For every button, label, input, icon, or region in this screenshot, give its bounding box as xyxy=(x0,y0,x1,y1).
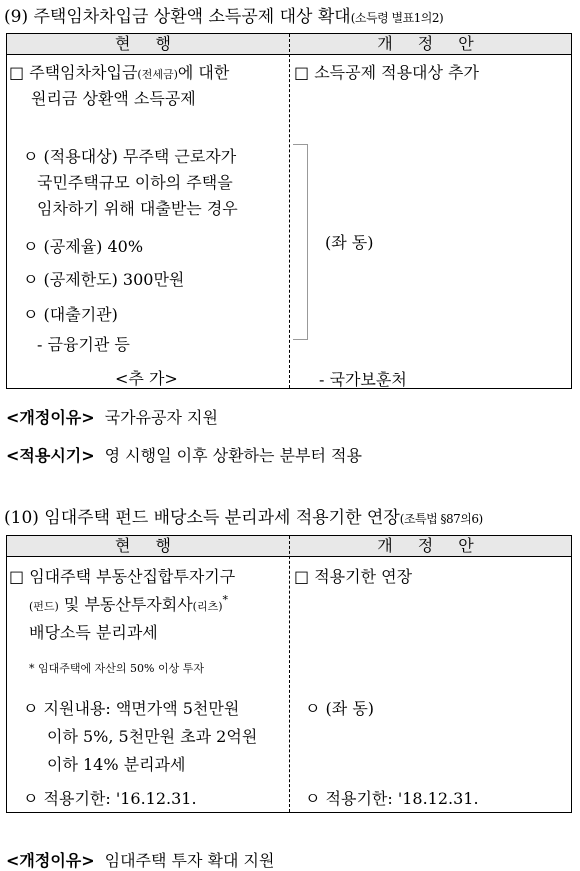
s9-timing xyxy=(6,443,362,466)
s9-reason-label: <개정이유> xyxy=(6,408,95,427)
section-9-col-current: 현 행 xyxy=(115,34,181,53)
s10-reit-text: 및 부동산투자회사 xyxy=(58,595,193,614)
s10-reit-paren: (리츠) xyxy=(192,600,223,613)
s10-support-line1: ㅇ 지원내용: 액면가액 5천만원 xyxy=(23,699,240,718)
s10-current-main-line2 xyxy=(29,592,228,615)
s9-item4-sub: - 금융기관 등 xyxy=(37,335,130,354)
s9-item1-line2: 국민주택규모 이하의 주택을 xyxy=(37,173,233,192)
s9-reason xyxy=(6,405,218,428)
s9-proposed-main: □ 소득공제 적용대상 추가 xyxy=(294,63,479,82)
section-9-title-ref: (소득령 별표1의2) xyxy=(350,11,444,25)
section-9-col-proposed: 개 정 안 xyxy=(377,34,484,53)
section-10-col-current: 현 행 xyxy=(115,536,181,555)
section-10-title xyxy=(4,503,483,528)
section-10-title-text: (10) 임대주택 펀드 배당소득 분리과세 적용기한 연장 xyxy=(4,508,400,528)
s9-current-main-line1 xyxy=(9,60,229,83)
s9-same: (좌 동) xyxy=(325,233,374,252)
s9-item4: ㅇ (대출기관) xyxy=(23,305,118,324)
s10-deadline-proposed: ㅇ 적용기한: '18.12.31. xyxy=(305,789,479,808)
s9-current-main-paren: (전세금) xyxy=(137,68,178,81)
s9-same-bracket xyxy=(293,144,308,340)
s10-reason-text: 임대주택 투자 확대 지원 xyxy=(104,851,275,870)
s9-reason-text: 국가유공자 지원 xyxy=(104,408,218,427)
s9-item3: ㅇ (공제한도) 300만원 xyxy=(23,270,185,289)
s10-reason xyxy=(6,848,274,871)
section-9-table xyxy=(6,33,572,389)
s9-add-label: <추 가> xyxy=(115,369,178,388)
s10-support-line3: 이하 14% 분리과세 xyxy=(47,755,186,774)
s9-current-main-text-2: 에 대한 xyxy=(177,63,230,82)
s10-current-main-line1: □ 임대주택 부동산집합투자기구 xyxy=(9,567,236,586)
s10-same: ㅇ (좌 동) xyxy=(305,699,375,718)
s9-current-main-line2: 원리금 상환액 소득공제 xyxy=(31,89,196,108)
s10-support-line2: 이하 5%, 5천만원 초과 2억원 xyxy=(47,727,258,746)
section-9-divider xyxy=(289,34,290,388)
section-10-col-proposed: 개 정 안 xyxy=(377,536,484,555)
section-10-divider xyxy=(289,536,290,812)
s9-proposed-add: - 국가보훈처 xyxy=(319,370,407,389)
section-9-title-text: (9) 주택임차차입금 상환액 소득공제 대상 확대 xyxy=(4,7,351,27)
s9-item1-line3: 임차하기 위해 대출받는 경우 xyxy=(37,199,238,218)
s9-item2: ㅇ (공제율) 40% xyxy=(23,237,144,256)
s10-current-main-line3: 배당소득 분리과세 xyxy=(29,623,158,642)
s10-fund-paren: (펀드) xyxy=(29,600,59,613)
s10-footnote: * 임대주택에 자산의 50% 이상 투자 xyxy=(29,662,204,675)
s9-timing-text: 영 시행일 이후 상환하는 분부터 적용 xyxy=(104,446,362,465)
s9-item1-line1: ㅇ (적용대상) 무주택 근로자가 xyxy=(23,147,237,166)
s10-reason-label: <개정이유> xyxy=(6,851,95,870)
s10-footnote-mark: * xyxy=(222,593,229,607)
s10-proposed-main: □ 적용기한 연장 xyxy=(294,567,413,586)
section-10-table xyxy=(6,535,572,813)
section-10-title-ref: (조특법 §87의6) xyxy=(399,512,483,526)
s9-timing-label: <적용시기> xyxy=(6,446,95,465)
section-9-title xyxy=(4,2,443,27)
s10-deadline-current: ㅇ 적용기한: '16.12.31. xyxy=(23,789,197,808)
s9-current-main-text: □ 주택임차차입금 xyxy=(9,63,138,82)
